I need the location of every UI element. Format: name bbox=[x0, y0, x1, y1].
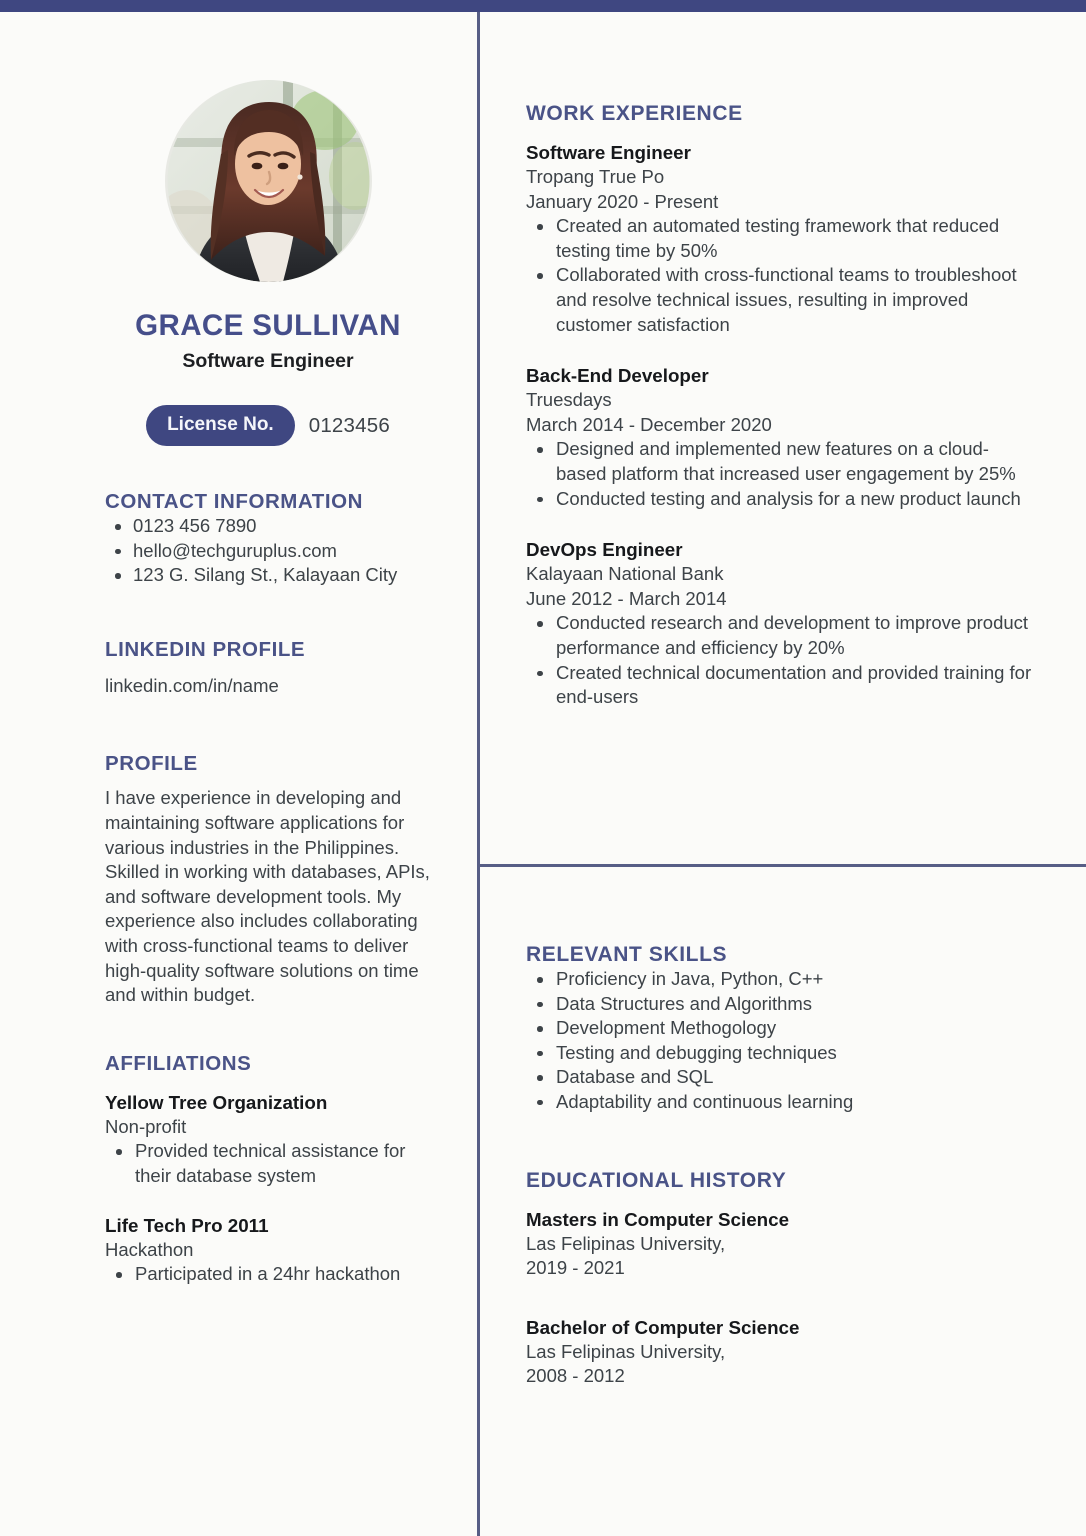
work-entry bbox=[526, 363, 1038, 511]
work-role: Software Engineer bbox=[526, 142, 691, 163]
profile-photo-image bbox=[165, 80, 372, 282]
profile-heading: PROFILE bbox=[105, 752, 198, 776]
linkedin-url[interactable]: linkedin.com/in/name bbox=[105, 674, 279, 696]
affiliations-section bbox=[105, 1052, 431, 1287]
linkedin-heading: LINKEDIN PROFILE bbox=[105, 637, 306, 661]
linkedin-section bbox=[105, 638, 431, 699]
list-item: Development Methogology bbox=[526, 1016, 1038, 1041]
work-bullets bbox=[526, 611, 1038, 709]
avatar bbox=[165, 80, 372, 282]
top-accent-bar bbox=[0, 0, 1086, 12]
work-dates: March 2014 - December 2020 bbox=[526, 413, 772, 435]
work-entry bbox=[526, 537, 1038, 710]
relevant-skills-section bbox=[526, 943, 1038, 1115]
work-dates: June 2012 - March 2014 bbox=[526, 587, 727, 609]
affiliation-bullets bbox=[105, 1262, 431, 1287]
work-dates: January 2020 - Present bbox=[526, 190, 719, 212]
list-item: Collaborated with cross-functional teams to troubleshoot and resolve technical issues, resulting in improved customer satisfaction bbox=[526, 263, 1038, 337]
list-item: Created an automated testing framework that reduced testing time by 50% bbox=[526, 214, 1038, 263]
affiliation-bullets bbox=[105, 1139, 431, 1188]
list-item: Testing and debugging techniques bbox=[526, 1041, 1038, 1066]
work-experience-heading: WORK EXPERIENCE bbox=[526, 102, 743, 125]
list-item: Proficiency in Java, Python, C++ bbox=[526, 967, 1038, 992]
page-title: GRACE SULLIVAN bbox=[135, 309, 401, 342]
relevant-skills-list bbox=[526, 967, 1038, 1115]
contact-section bbox=[105, 490, 431, 588]
license-badge: License No. bbox=[146, 405, 295, 446]
profile-section bbox=[105, 752, 431, 1007]
right-column bbox=[480, 12, 1086, 1536]
educational-history-heading: EDUCATIONAL HISTORY bbox=[526, 1168, 787, 1192]
affiliation-entry bbox=[105, 1213, 431, 1287]
list-item[interactable]: hello@techguruplus.com bbox=[105, 539, 431, 564]
work-role: DevOps Engineer bbox=[526, 539, 683, 561]
education-school: Las Felipinas University, bbox=[526, 1340, 726, 1362]
work-entry bbox=[526, 140, 1038, 337]
education-years: 2019 - 2021 bbox=[526, 1257, 625, 1279]
profile-text: I have experience in developing and maintaining software applications for various industries in the Philippines. Skilled in working with databases, APIs, and software development tools. My experience also includes collaborating with cross-functional teams to deliver high-quality software solutions on time and within budget. bbox=[105, 787, 430, 1006]
affiliations-heading: AFFILIATIONS bbox=[105, 1051, 252, 1075]
work-company: Kalayaan National Bank bbox=[526, 563, 724, 585]
list-item: Adaptability and continuous learning bbox=[526, 1090, 1038, 1115]
work-role: Back-End Developer bbox=[526, 365, 709, 387]
affiliation-title: Yellow Tree Organization bbox=[105, 1091, 328, 1113]
education-degree: Masters in Computer Science bbox=[526, 1208, 790, 1230]
education-years: 2008 - 2012 bbox=[526, 1365, 625, 1387]
list-item: Designed and implemented new features on a cloud-based platform that increased user engagement by 25% bbox=[526, 437, 1038, 486]
affiliation-subtitle: Non-profit bbox=[105, 1115, 187, 1137]
education-entry bbox=[526, 1207, 1038, 1281]
right-column-lower bbox=[480, 867, 1086, 1389]
work-bullets bbox=[526, 437, 1038, 511]
educational-history-section bbox=[526, 1169, 1038, 1389]
license-row bbox=[105, 405, 431, 446]
list-item: Conducted research and development to improve product performance and efficiency by 20% bbox=[526, 611, 1038, 660]
list-item: 0123 456 7890 bbox=[105, 514, 431, 539]
list-item: Created technical documentation and provided training for end-users bbox=[526, 661, 1038, 710]
list-item: 123 G. Silang St., Kalayaan City bbox=[105, 563, 431, 588]
list-item: Provided technical assistance for their database system bbox=[105, 1139, 431, 1188]
education-entry bbox=[526, 1315, 1038, 1389]
left-column bbox=[0, 12, 477, 1536]
work-company: Tropang True Po bbox=[526, 166, 665, 187]
education-degree: Bachelor of Computer Science bbox=[526, 1316, 800, 1338]
list-item: Participated in a 24hr hackathon bbox=[105, 1262, 431, 1287]
relevant-skills-heading: RELEVANT SKILLS bbox=[526, 943, 728, 966]
list-item: Conducted testing and analysis for a new product launch bbox=[526, 487, 1038, 512]
affiliation-subtitle: Hackathon bbox=[105, 1238, 194, 1260]
work-experience-section bbox=[480, 12, 1086, 710]
affiliation-title: Life Tech Pro 2011 bbox=[105, 1214, 269, 1236]
contact-list bbox=[105, 514, 431, 588]
job-title: Software Engineer bbox=[182, 350, 354, 372]
contact-heading: CONTACT INFORMATION bbox=[105, 490, 363, 513]
work-bullets bbox=[526, 214, 1038, 337]
affiliation-entry bbox=[105, 1090, 431, 1189]
education-school: Las Felipinas University, bbox=[526, 1232, 726, 1254]
list-item: Data Structures and Algorithms bbox=[526, 992, 1038, 1017]
license-number: 0123456 bbox=[308, 413, 390, 437]
work-company: Truesdays bbox=[526, 389, 612, 411]
list-item: Database and SQL bbox=[526, 1065, 1038, 1090]
